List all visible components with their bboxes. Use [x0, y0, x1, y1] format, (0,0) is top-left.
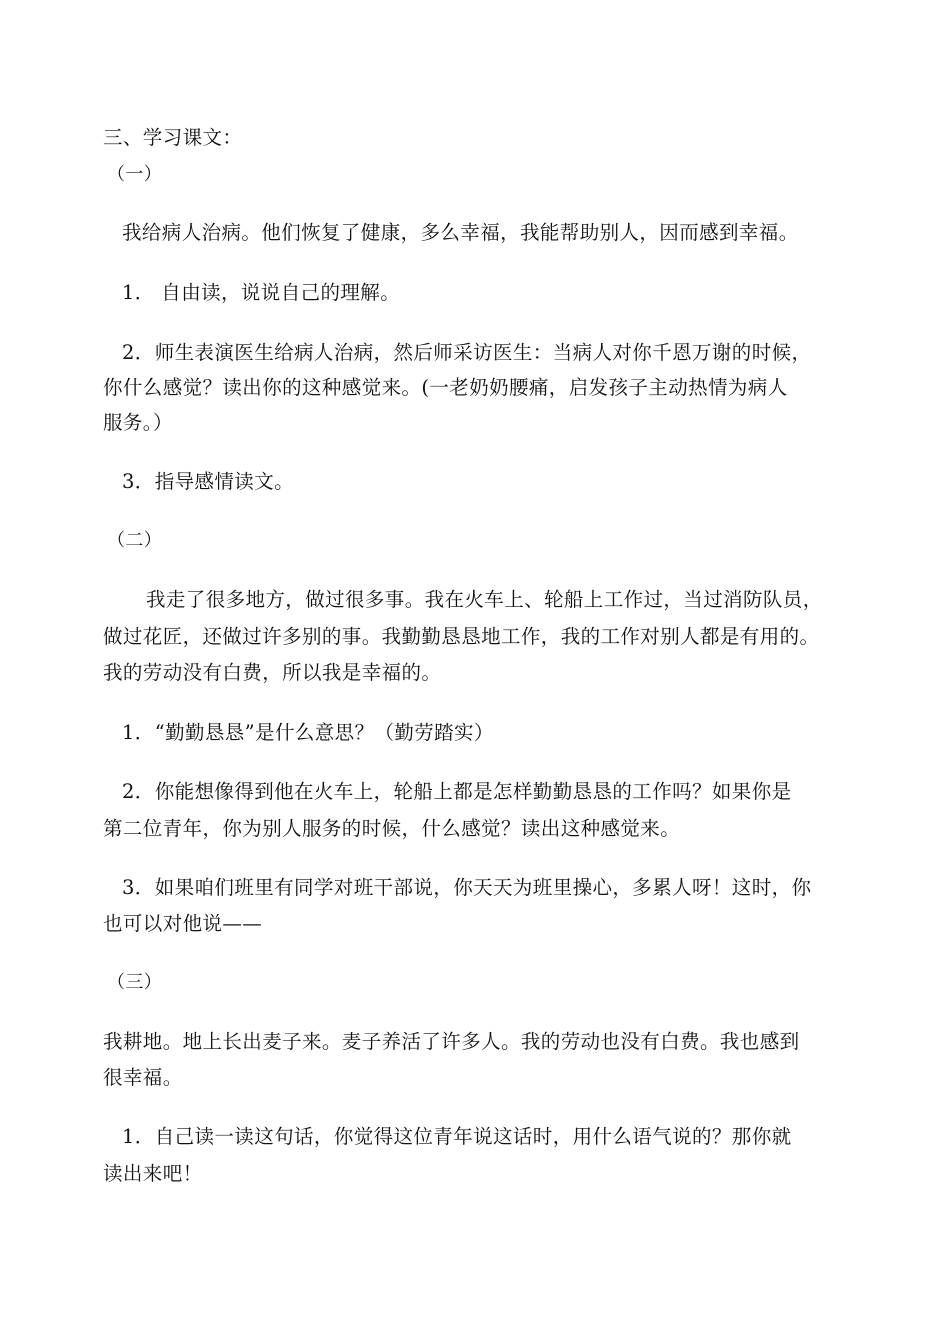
item-line: 第二位青年，你为别人服务的时候，什么感觉？读出这种感觉来。: [103, 817, 681, 840]
passage-line: 我的劳动没有白费，所以我是幸福的。: [103, 661, 442, 684]
item-line: 1．自己读一读这句话，你觉得这位青年说这话时，用什么语气说的？那你就: [122, 1125, 792, 1148]
item-line: 2．你能想像得到他在火车上，轮船上都是怎样勤勤恳恳的工作吗？如果你是: [122, 780, 792, 803]
section-label: （二）: [107, 530, 163, 551]
section-heading: 三、学习课文：: [103, 126, 243, 149]
item-line: 1． 自由读，说说自己的理解。: [122, 281, 401, 304]
item-line: 你什么感觉？读出你的这种感觉来。(一老奶奶腰痛，启发孩子主动热情为病人: [103, 376, 788, 399]
item-line: 也可以对他说——: [103, 912, 263, 935]
section-label: （三）: [107, 972, 163, 993]
passage-line: 做过花匠，还做过许多别的事。我勤勤恳恳地工作，我的工作对别人都是有用的。: [103, 625, 820, 648]
passage-line: 我走了很多地方，做过很多事。我在火车上、轮船上工作过，当过消防队员，: [146, 588, 823, 611]
item-line: 读出来吧！: [103, 1162, 203, 1185]
item-line: 2．师生表演医生给病人治病，然后师采访医生：当病人对你千恩万谢的时候，: [122, 341, 812, 364]
section-label: （一）: [107, 164, 163, 185]
item-line: 3．如果咱们班里有同学对班干部说，你天天为班里操心，多累人呀！这时，你: [122, 876, 812, 899]
passage-line: 我耕地。地上长出麦子来。麦子养活了许多人。我的劳动也没有白费。我也感到: [103, 1030, 800, 1053]
passage-line: 我给病人治病。他们恢复了健康，多么幸福，我能帮助别人，因而感到幸福。: [122, 221, 799, 244]
item-line: 1．“勤勤恳恳”是什么意思？（勤劳踏实）: [122, 721, 494, 744]
passage-line: 很幸福。: [103, 1066, 183, 1089]
item-line: 服务。）: [103, 411, 173, 434]
item-line: 3．指导感情读文。: [122, 470, 295, 493]
